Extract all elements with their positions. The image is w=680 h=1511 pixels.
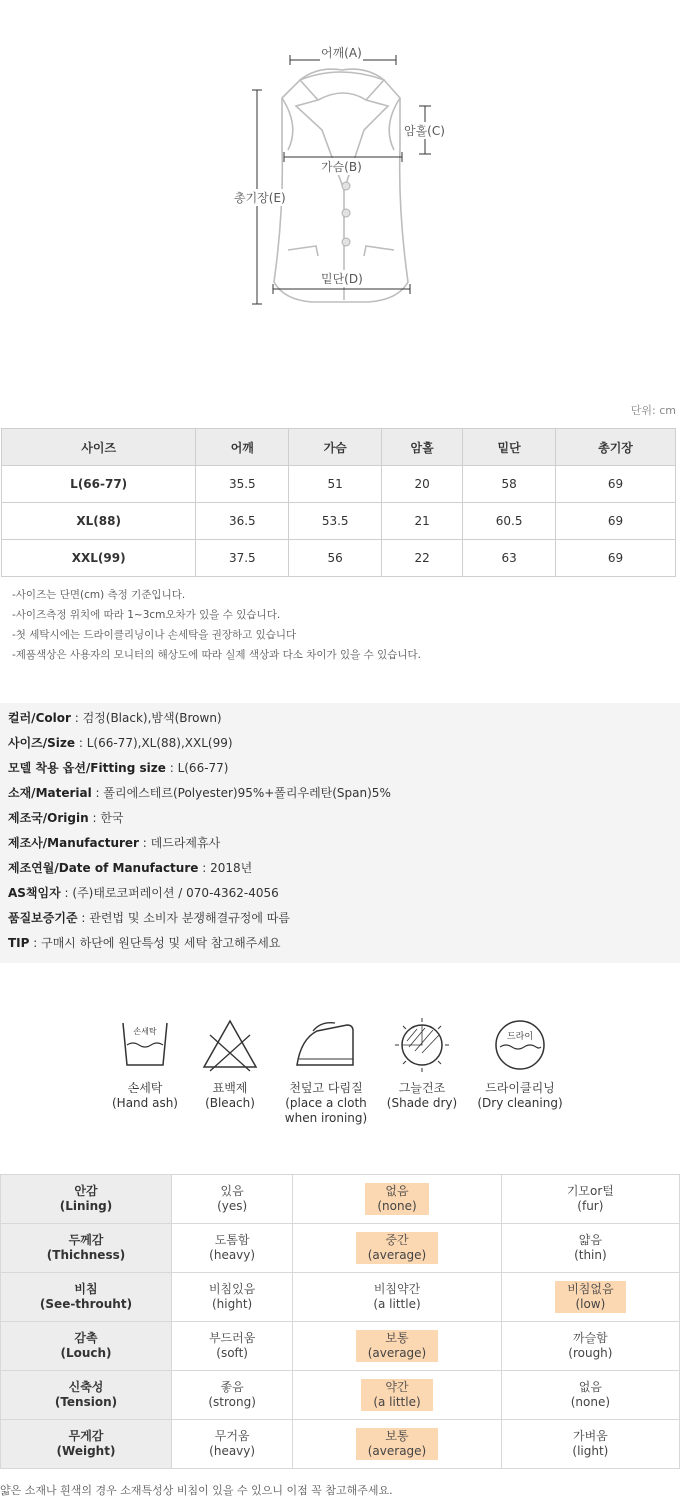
feel-option (172, 1322, 293, 1371)
note-line: -사이즈측정 위치에 따라 1~3cm오차가 있을 수 있습니다. (12, 609, 281, 621)
spec-row (0, 881, 680, 906)
feel-label-ko: 안감 (74, 1184, 98, 1198)
option-en: (none) (377, 1199, 417, 1213)
feel-label (1, 1175, 172, 1224)
feel-label (1, 1224, 172, 1273)
table-row (1, 1420, 680, 1469)
option-text (502, 1429, 679, 1459)
feel-label-ko: 감촉 (74, 1331, 98, 1345)
unit-label: 단위: cm (630, 404, 676, 417)
hand-wash-icon-text: 손세탁 (133, 1027, 157, 1036)
spec-value: : 구매시 하단에 원단특성 및 세탁 참고해주세요 (29, 936, 281, 950)
size-cell: XXL(99) (2, 540, 196, 577)
option-ko: 도톰함 (214, 1233, 250, 1247)
option-text (502, 1331, 679, 1361)
header-cell: 어깨 (196, 429, 289, 466)
dry-clean-icon (490, 1015, 550, 1075)
spec-value: : 2018년 (198, 861, 253, 875)
table-row (2, 466, 676, 503)
spec-row (0, 731, 680, 756)
option-en: (yes) (217, 1199, 248, 1213)
option-ko: 부드러움 (208, 1331, 256, 1345)
spec-row (0, 831, 680, 856)
note-line: -첫 세탁시에는 드라이클리닝이나 손세탁을 권장하고 있습니다 (12, 629, 297, 641)
spec-value: : L(66-77) (165, 761, 229, 775)
spec-value: : 폴리에스테르(Polyester)95%+폴리우레탄(Span)5% (91, 786, 391, 800)
option-en: (strong) (208, 1395, 256, 1409)
option-text (172, 1331, 292, 1361)
selected-option (356, 1330, 439, 1362)
option-en: (heavy) (209, 1248, 256, 1262)
wash-label: 천덮고 다림질 (289, 1081, 363, 1095)
option-ko: 없음 (578, 1380, 602, 1394)
option-en: (none) (570, 1395, 611, 1409)
value-cell: 53.5 (289, 503, 382, 540)
option-en: (heavy) (209, 1444, 256, 1458)
option-en: (fur) (577, 1199, 604, 1213)
option-ko: 약간 (385, 1380, 409, 1394)
option-en: (a little) (373, 1395, 421, 1409)
value-cell: 21 (382, 503, 463, 540)
feel-option (501, 1273, 679, 1322)
option-ko: 비침약간 (373, 1282, 421, 1296)
spec-key: 컬러/Color (8, 711, 71, 725)
option-text (502, 1233, 679, 1263)
feel-label (1, 1371, 172, 1420)
product-spec (0, 703, 680, 963)
feel-option (293, 1322, 502, 1371)
hem-label: 밑단(D) (321, 272, 363, 286)
feel-label (1, 1420, 172, 1469)
header-cell: 암홀 (382, 429, 463, 466)
feel-option (172, 1371, 293, 1420)
header-cell: 밑단 (463, 429, 556, 466)
value-cell: 51 (289, 466, 382, 503)
wash-label-en2: when ironing) (284, 1111, 368, 1125)
option-ko: 없음 (385, 1184, 409, 1198)
feel-option (172, 1420, 293, 1469)
wash-label: 그늘건조 (398, 1081, 446, 1095)
header-cell: 가슴 (289, 429, 382, 466)
option-en: (a little) (373, 1297, 421, 1311)
size-cell: XL(88) (2, 503, 196, 540)
feel-option (501, 1420, 679, 1469)
wash-label-en: (Bleach) (205, 1096, 255, 1110)
spec-row (0, 931, 680, 956)
feel-option (501, 1175, 679, 1224)
option-ko: 있음 (220, 1184, 244, 1198)
option-en: (thin) (574, 1248, 607, 1262)
table-row (1, 1322, 680, 1371)
option-text (172, 1184, 292, 1214)
feel-label (1, 1322, 172, 1371)
option-en: (hight) (212, 1297, 253, 1311)
value-cell: 56 (289, 540, 382, 577)
footer-note: 얇은 소재나 흰색의 경우 소재특성상 비침이 있을 수 있으니 이점 꼭 참고해주세요. (0, 1484, 393, 1497)
option-en: (average) (367, 1444, 427, 1458)
value-cell: 69 (556, 503, 676, 540)
option-en: (rough) (568, 1346, 613, 1360)
spec-key: 제조연월/Date of Manufacture (8, 861, 199, 875)
spec-row (0, 906, 680, 931)
wash-label: 드라이클리닝 (485, 1081, 555, 1095)
spec-row (0, 806, 680, 831)
option-text (502, 1380, 679, 1410)
size-notes (12, 585, 421, 665)
wash-label: 손세탁 (127, 1081, 163, 1095)
table-row (1, 1224, 680, 1273)
size-diagram (0, 0, 680, 400)
option-ko: 비침없음 (567, 1282, 614, 1296)
feel-option (172, 1175, 293, 1224)
option-ko: 까슬함 (572, 1331, 608, 1345)
note-line: -제품색상은 사용자의 모니터의 해상도에 따라 실제 색상과 다소 차이가 있을 수 있습니다. (12, 649, 421, 661)
option-text (293, 1282, 501, 1312)
spec-row (0, 756, 680, 781)
chest-label: 가슴(B) (321, 160, 362, 174)
option-ko: 중간 (385, 1233, 409, 1247)
value-cell: 20 (382, 466, 463, 503)
length-label: 총기장(E) (234, 191, 286, 205)
option-text (172, 1429, 292, 1459)
option-text (172, 1380, 292, 1410)
spec-key: 모델 착용 옵션/Fitting size (8, 761, 166, 775)
feel-option (501, 1322, 679, 1371)
hand-wash-icon (115, 1015, 175, 1075)
wash-dryclean (465, 1015, 575, 1111)
option-en: (average) (367, 1248, 427, 1262)
option-ko: 보통 (385, 1429, 409, 1443)
value-cell: 60.5 (463, 503, 556, 540)
feel-option (172, 1224, 293, 1273)
size-cell: L(66-77) (2, 466, 196, 503)
value-cell: 63 (463, 540, 556, 577)
spec-key: 소재/Material (8, 786, 92, 800)
spec-value: : 검정(Black),밤색(Brown) (70, 711, 222, 725)
spec-value: : L(66-77),XL(88),XXL(99) (75, 736, 233, 750)
value-cell: 36.5 (196, 503, 289, 540)
option-text (172, 1282, 292, 1312)
spec-value: : (주)태로코퍼레이션 / 070-4362-4056 (60, 886, 279, 900)
feel-option (293, 1420, 502, 1469)
header-cell: 사이즈 (2, 429, 196, 466)
value-cell: 35.5 (196, 466, 289, 503)
table-row (1, 1371, 680, 1420)
table-row (2, 503, 676, 540)
feel-option (501, 1371, 679, 1420)
dry-clean-icon-text: 드라이 (506, 1032, 534, 1042)
option-en: (light) (572, 1444, 609, 1458)
wash-iron (271, 1015, 381, 1126)
spec-key: 품질보증기준 (8, 911, 78, 925)
option-ko: 기모or털 (566, 1184, 614, 1198)
option-en: (average) (367, 1346, 427, 1360)
option-ko: 좋음 (220, 1380, 244, 1394)
feel-option (172, 1273, 293, 1322)
feel-option (501, 1224, 679, 1273)
spec-value: : 한국 (88, 811, 124, 825)
table-row (1, 1273, 680, 1322)
value-cell: 37.5 (196, 540, 289, 577)
feel-option (293, 1371, 502, 1420)
iron-icon (291, 1015, 361, 1075)
option-text (172, 1233, 292, 1263)
feel-label-en: (See-throuht) (39, 1297, 133, 1311)
note-line: -사이즈는 단면(cm) 측정 기준입니다. (12, 589, 186, 601)
size-table-header (2, 429, 676, 466)
feel-label-ko: 두께감 (68, 1233, 104, 1247)
spec-key: AS책임자 (8, 886, 61, 900)
spec-key: TIP (8, 936, 30, 950)
spec-row (0, 781, 680, 806)
option-ko: 무거움 (214, 1429, 250, 1443)
table-row (1, 1175, 680, 1224)
option-en: (low) (575, 1297, 606, 1311)
selected-option (356, 1232, 439, 1264)
wash-label: 표백제 (212, 1081, 248, 1095)
fabric-feel-table (0, 1174, 680, 1469)
value-cell: 58 (463, 466, 556, 503)
spec-key: 제조국/Origin (8, 811, 89, 825)
feel-label-en: (Tension) (54, 1395, 118, 1409)
feel-label-en: (Lining) (59, 1199, 113, 1213)
feel-label-ko: 무게감 (68, 1429, 104, 1443)
feel-option (293, 1273, 502, 1322)
option-ko: 비침있음 (208, 1282, 256, 1296)
no-bleach-icon (200, 1015, 260, 1075)
feel-label-en: (Weight) (56, 1444, 116, 1458)
selected-option (361, 1379, 432, 1411)
spec-key: 제조사/Manufacturer (8, 836, 139, 850)
feel-option (293, 1175, 502, 1224)
value-cell: 22 (382, 540, 463, 577)
feel-label-ko: 신축성 (68, 1380, 104, 1394)
option-en: (soft) (216, 1346, 248, 1360)
option-text (502, 1184, 679, 1214)
value-cell: 69 (556, 466, 676, 503)
wash-label-en: (place a cloth (285, 1096, 367, 1110)
wash-label-en: (Dry cleaning) (477, 1096, 563, 1110)
feel-label (1, 1273, 172, 1322)
option-ko: 보통 (385, 1331, 409, 1345)
value-cell: 69 (556, 540, 676, 577)
selected-option (356, 1428, 439, 1460)
spec-value: : 관련법 및 소비자 분쟁해결규정에 따름 (77, 911, 290, 925)
selected-option (365, 1183, 428, 1215)
spec-row (0, 706, 680, 731)
option-ko: 가벼움 (572, 1429, 608, 1443)
shoulder-label: 어깨(A) (321, 46, 362, 60)
feel-label-en: (Louch) (60, 1346, 112, 1360)
feel-label-en: (Thichness) (46, 1248, 126, 1262)
header-cell: 총기장 (556, 429, 676, 466)
feel-label-ko: 비침 (74, 1282, 98, 1296)
shade-dry-icon (387, 1015, 457, 1075)
armhole-label: 암홀(C) (404, 124, 445, 138)
option-ko: 얇음 (578, 1233, 602, 1247)
wash-label-en: (Shade dry) (386, 1096, 458, 1110)
wash-bleach (175, 1015, 285, 1111)
size-table (1, 428, 676, 577)
spec-key: 사이즈/Size (8, 736, 76, 750)
feel-option (293, 1224, 502, 1273)
table-row (2, 540, 676, 577)
selected-option (555, 1281, 625, 1313)
spec-row (0, 856, 680, 881)
wash-shade (367, 1015, 477, 1111)
wash-label-en: (Hand ash) (112, 1096, 178, 1110)
spec-value: : 데드라제휴사 (138, 836, 221, 850)
